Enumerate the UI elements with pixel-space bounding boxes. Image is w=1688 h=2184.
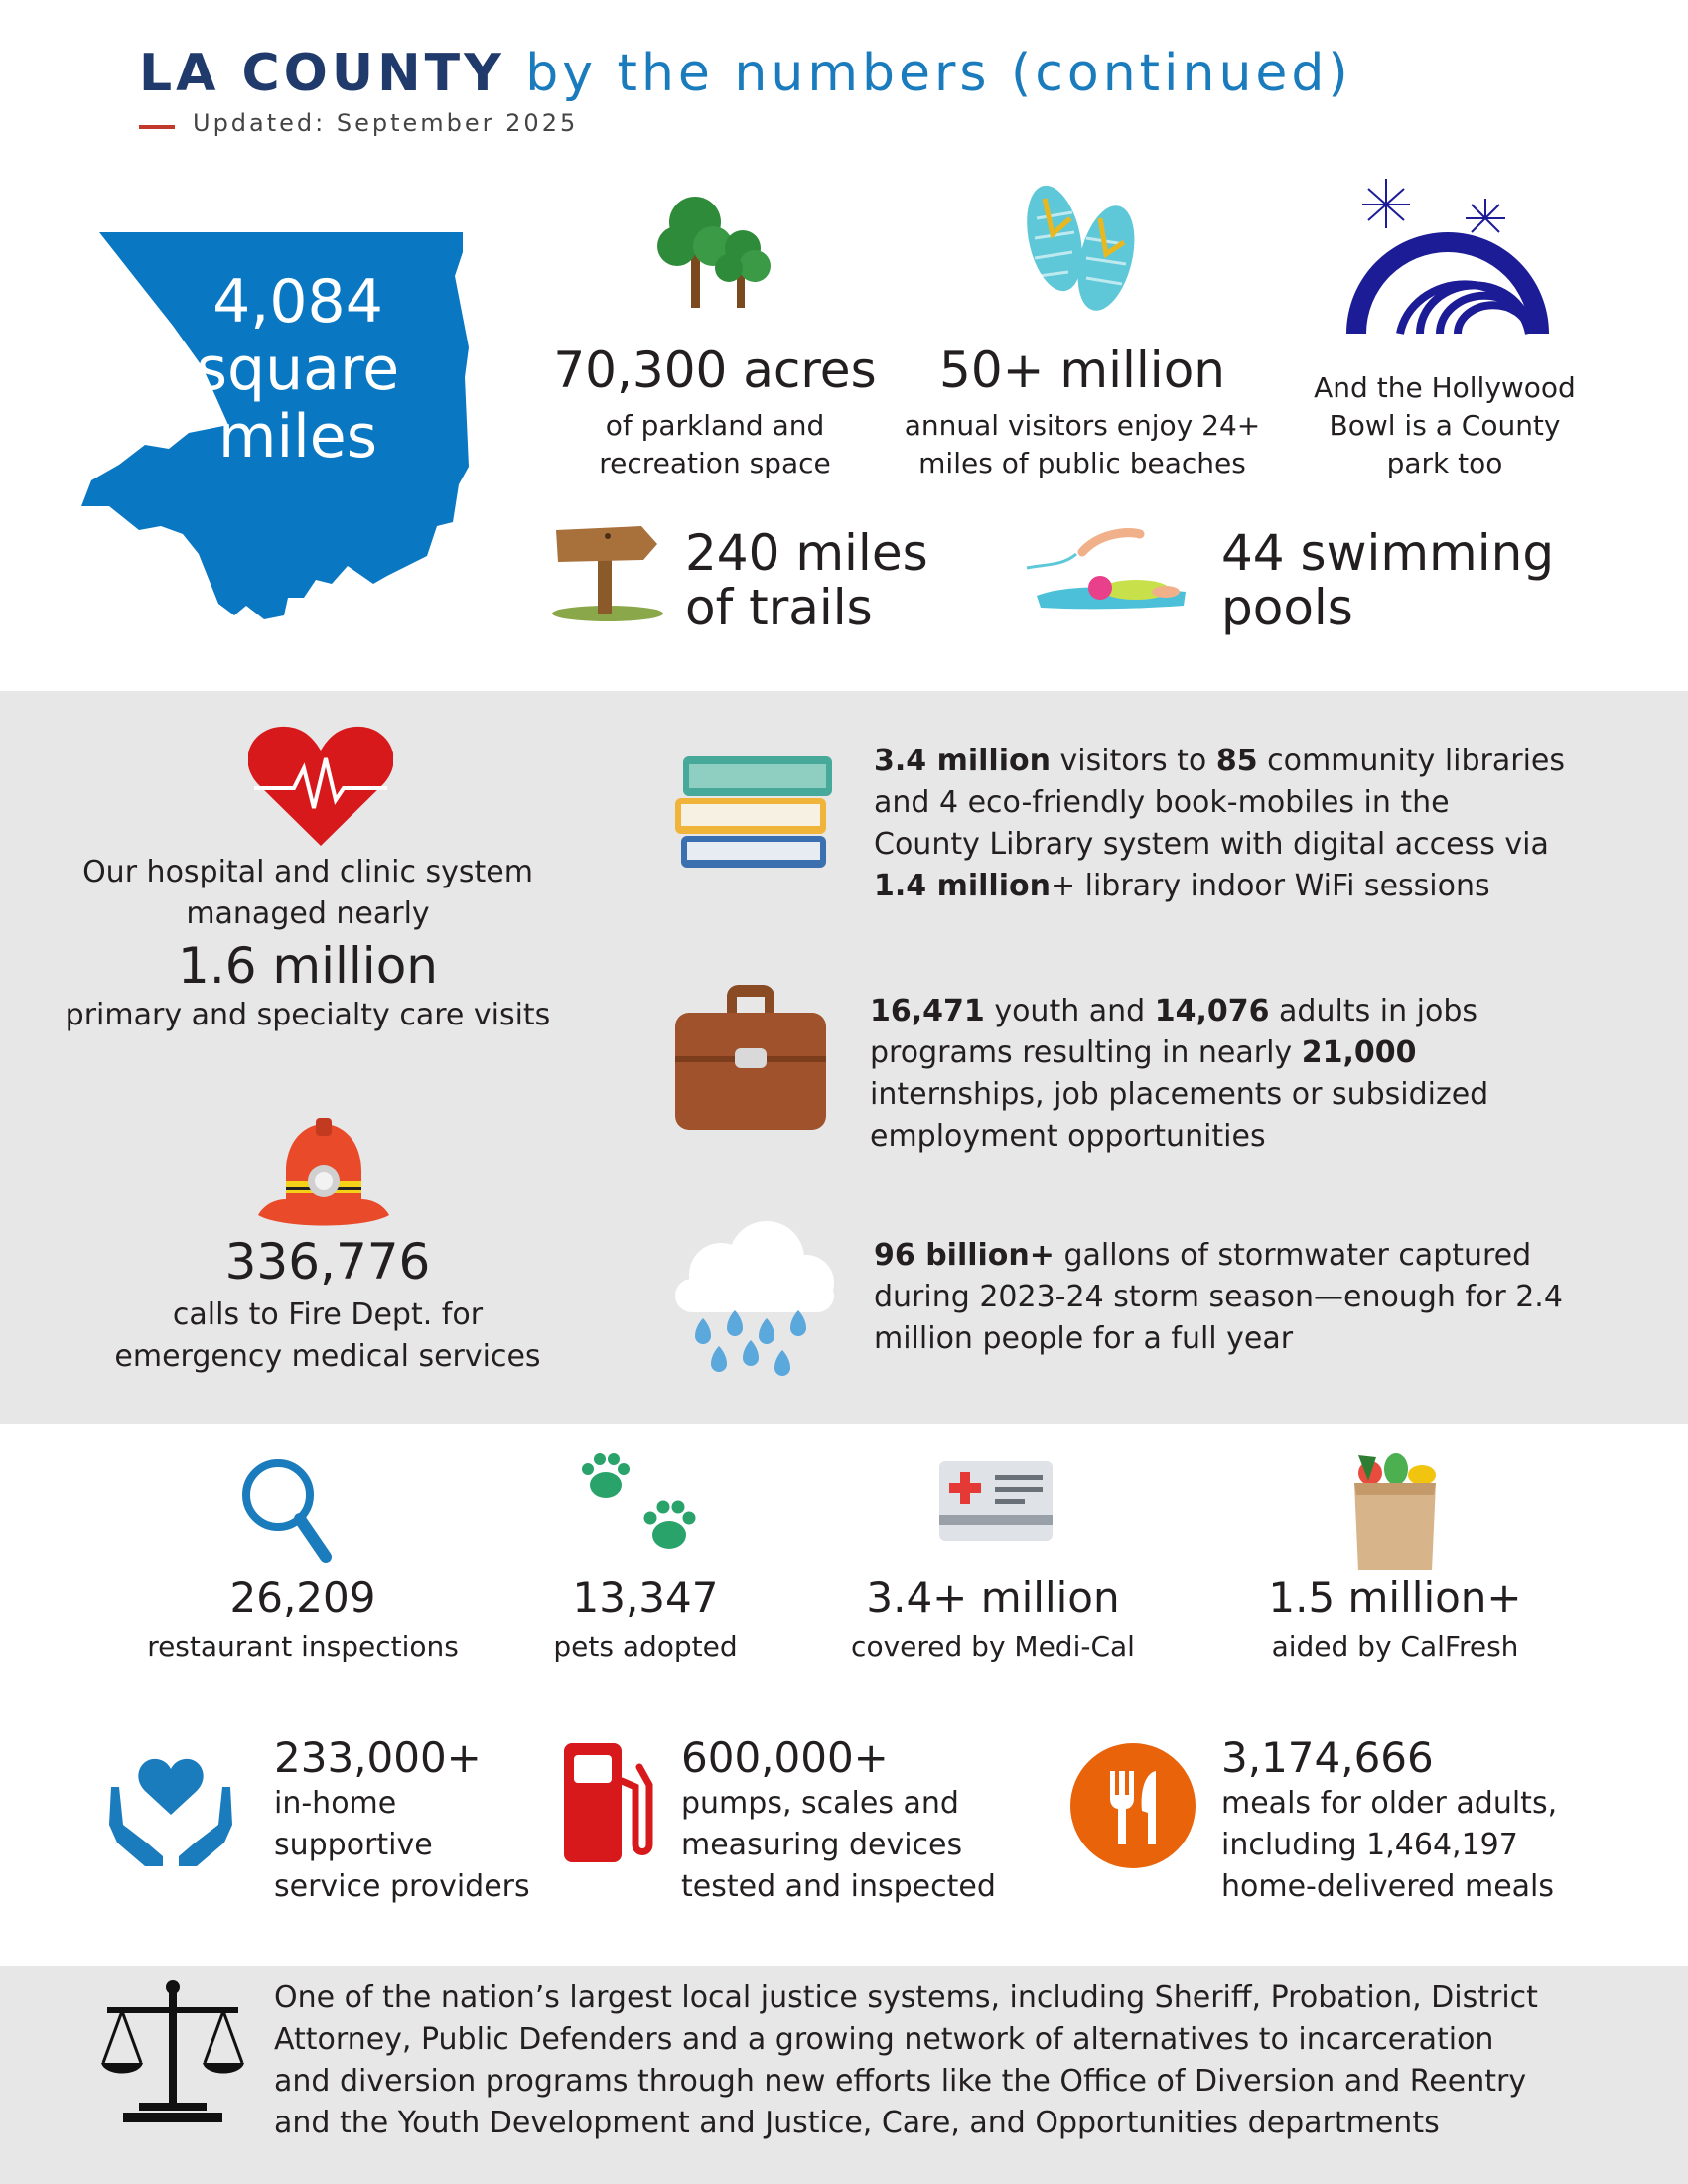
justice-line-4: and the Youth Development and Justice, Care, and Opportunities departments [274, 2106, 1440, 2140]
pumps-desc-3: tested and inspected [681, 1869, 996, 1904]
stat-desc: restaurant inspections [147, 1630, 459, 1663]
stat-value: 26,209 [229, 1573, 376, 1622]
justice-line-2: Attorney, Public Defenders and a growing network of alternatives to incarceration [274, 2022, 1494, 2057]
inhome-desc-3: service providers [274, 1869, 530, 1904]
health-desc-1: Our hospital and clinic system [82, 855, 533, 889]
library-bold-2: 85 [1215, 744, 1258, 778]
parks-stat: 70,300 acres [553, 341, 877, 399]
jobs-bold-3: 21,000 [1301, 1035, 1417, 1070]
stat-value: 13,347 [572, 1573, 719, 1622]
fire-block [89, 1235, 566, 1378]
beaches-block [894, 343, 1271, 482]
meals-block [1221, 1733, 1557, 1908]
meals-desc-3: home-delivered meals [1221, 1869, 1554, 1904]
pumps-block [681, 1733, 996, 1908]
pumps-desc-1: pumps, scales and [681, 1786, 959, 1821]
health-block [40, 852, 576, 1036]
pumps-stat: 600,000+ [681, 1733, 889, 1782]
pools-line-1: 44 swimming [1221, 524, 1555, 582]
jobs-line-3: internships, job placements or subsidized [870, 1077, 1489, 1112]
briefcase-icon [673, 983, 828, 1132]
parks-desc-2: recreation space [599, 447, 831, 479]
justice-block [274, 1978, 1664, 2144]
library-line-3: County Library system with digital access via [874, 827, 1549, 862]
trees-icon [651, 193, 780, 312]
jobs-text-1: youth and [984, 994, 1155, 1028]
fire-helmet-icon [256, 1116, 391, 1231]
library-bold-3: 1.4 million [874, 869, 1051, 903]
paw-prints-icon [576, 1449, 705, 1561]
gas-pump-icon [562, 1741, 659, 1864]
stormwater-bold-1: 96 billion+ [874, 1238, 1055, 1273]
heartbeat-icon [248, 725, 393, 848]
library-bold-1: 3.4 million [874, 744, 1051, 778]
caring-hands-icon [105, 1747, 236, 1868]
area-number: 4,084 [212, 267, 383, 337]
stormwater-line-3: million people for a full year [874, 1321, 1294, 1356]
library-text-2: community libraries [1257, 744, 1566, 778]
health-desc-2: managed nearly [186, 896, 430, 931]
fire-desc-1: calls to Fire Dept. for [172, 1297, 484, 1332]
beaches-desc-1: annual visitors enjoy 24+ [904, 409, 1261, 442]
trails-block [685, 526, 928, 635]
stat-desc: pets adopted [553, 1630, 738, 1663]
library-text-3: + library indoor WiFi sessions [1050, 869, 1490, 903]
justice-line-1: One of the nation’s largest local justice systems, including Sheriff, Probation, District [274, 1980, 1538, 2015]
fire-stat: 336,776 [224, 1233, 431, 1291]
pools-line-2: pools [1221, 579, 1353, 636]
jobs-line-1 [870, 991, 1644, 1032]
stat-card-pets [487, 1574, 804, 1666]
jobs-line-4: employment opportunities [870, 1119, 1266, 1154]
area-stat [139, 268, 457, 471]
stormwater-line-2: during 2023-24 storm season—enough for 2.4 [874, 1280, 1563, 1314]
inhome-block [274, 1733, 530, 1908]
stormwater-block [874, 1235, 1648, 1360]
health-desc-3: primary and specialty care visits [65, 998, 551, 1032]
hollywood-desc-3: park too [1386, 447, 1503, 479]
stormwater-line-1 [874, 1235, 1648, 1277]
stat-value: 1.5 million+ [1268, 1573, 1522, 1622]
fire-desc-2: emergency medical services [114, 1339, 541, 1374]
health-card-icon [937, 1459, 1055, 1545]
flip-flops-icon [1017, 179, 1146, 318]
grocery-bag-icon [1340, 1451, 1450, 1574]
inhome-desc-2: supportive [274, 1828, 433, 1862]
title-rest: by the numbers (continued) [525, 44, 1352, 103]
magnifying-glass-icon [238, 1455, 332, 1565]
trails-line-2: of trails [685, 579, 873, 636]
jobs-text-2: adults in jobs [1269, 994, 1478, 1028]
inhome-stat: 233,000+ [274, 1733, 482, 1782]
jobs-bold-1: 16,471 [870, 994, 985, 1028]
hollywood-desc-2: Bowl is a County [1329, 409, 1561, 442]
trail-sign-icon [550, 524, 665, 623]
hollywood-block [1281, 369, 1609, 482]
pumps-desc-2: measuring devices [681, 1828, 963, 1862]
stat-desc: covered by Medi-Cal [851, 1630, 1135, 1663]
jobs-line-2 [870, 1032, 1644, 1074]
parks-desc-1: of parkland and [605, 409, 825, 442]
justice-line-3: and diversion programs through new efforts like the Office of Diversion and Reentry [274, 2064, 1527, 2099]
parks-block [536, 343, 894, 482]
rain-cloud-icon [671, 1219, 840, 1386]
library-line-1 [874, 741, 1648, 782]
area-unit-2: miles [218, 402, 377, 472]
library-line-4 [874, 866, 1648, 907]
hollywood-bowl-icon [1340, 175, 1555, 338]
jobs-text-3: programs resulting in nearly [870, 1035, 1302, 1070]
scales-of-justice-icon [99, 1979, 246, 2126]
library-block [874, 741, 1648, 907]
stat-card-calfresh [1211, 1574, 1579, 1666]
trails-line-1: 240 miles [685, 524, 928, 582]
updated-accent-line [139, 125, 175, 129]
meals-stat: 3,174,666 [1221, 1733, 1434, 1782]
meals-desc-1: meals for older adults, [1221, 1786, 1558, 1821]
title-bold: LA COUNTY [139, 44, 505, 103]
page-title [139, 44, 1352, 103]
pools-block [1221, 526, 1554, 635]
stat-card-medi-cal [814, 1574, 1172, 1666]
jobs-block [870, 991, 1644, 1158]
beaches-stat: 50+ million [939, 341, 1225, 399]
inhome-desc-1: in-home [274, 1786, 397, 1821]
books-icon [673, 743, 838, 874]
updated-date: Updated: September 2025 [193, 109, 579, 137]
meals-desc-2: including 1,464,197 [1221, 1828, 1518, 1862]
library-text-1: visitors to [1050, 744, 1216, 778]
library-line-2: and 4 eco-friendly book-mobiles in the [874, 785, 1450, 820]
stat-card-restaurant [119, 1574, 487, 1666]
hollywood-desc-1: And the Hollywood [1314, 371, 1576, 404]
stormwater-text-1: gallons of stormwater captured [1054, 1238, 1532, 1273]
jobs-bold-2: 14,076 [1154, 994, 1270, 1028]
health-stat: 1.6 million [178, 937, 438, 995]
beaches-desc-2: miles of public beaches [918, 447, 1246, 479]
swimmer-icon [1017, 524, 1196, 617]
stat-desc: aided by CalFresh [1271, 1630, 1519, 1663]
area-unit-1: square [196, 335, 400, 404]
stat-value: 3.4+ million [866, 1573, 1120, 1622]
fork-knife-icon [1068, 1741, 1197, 1870]
